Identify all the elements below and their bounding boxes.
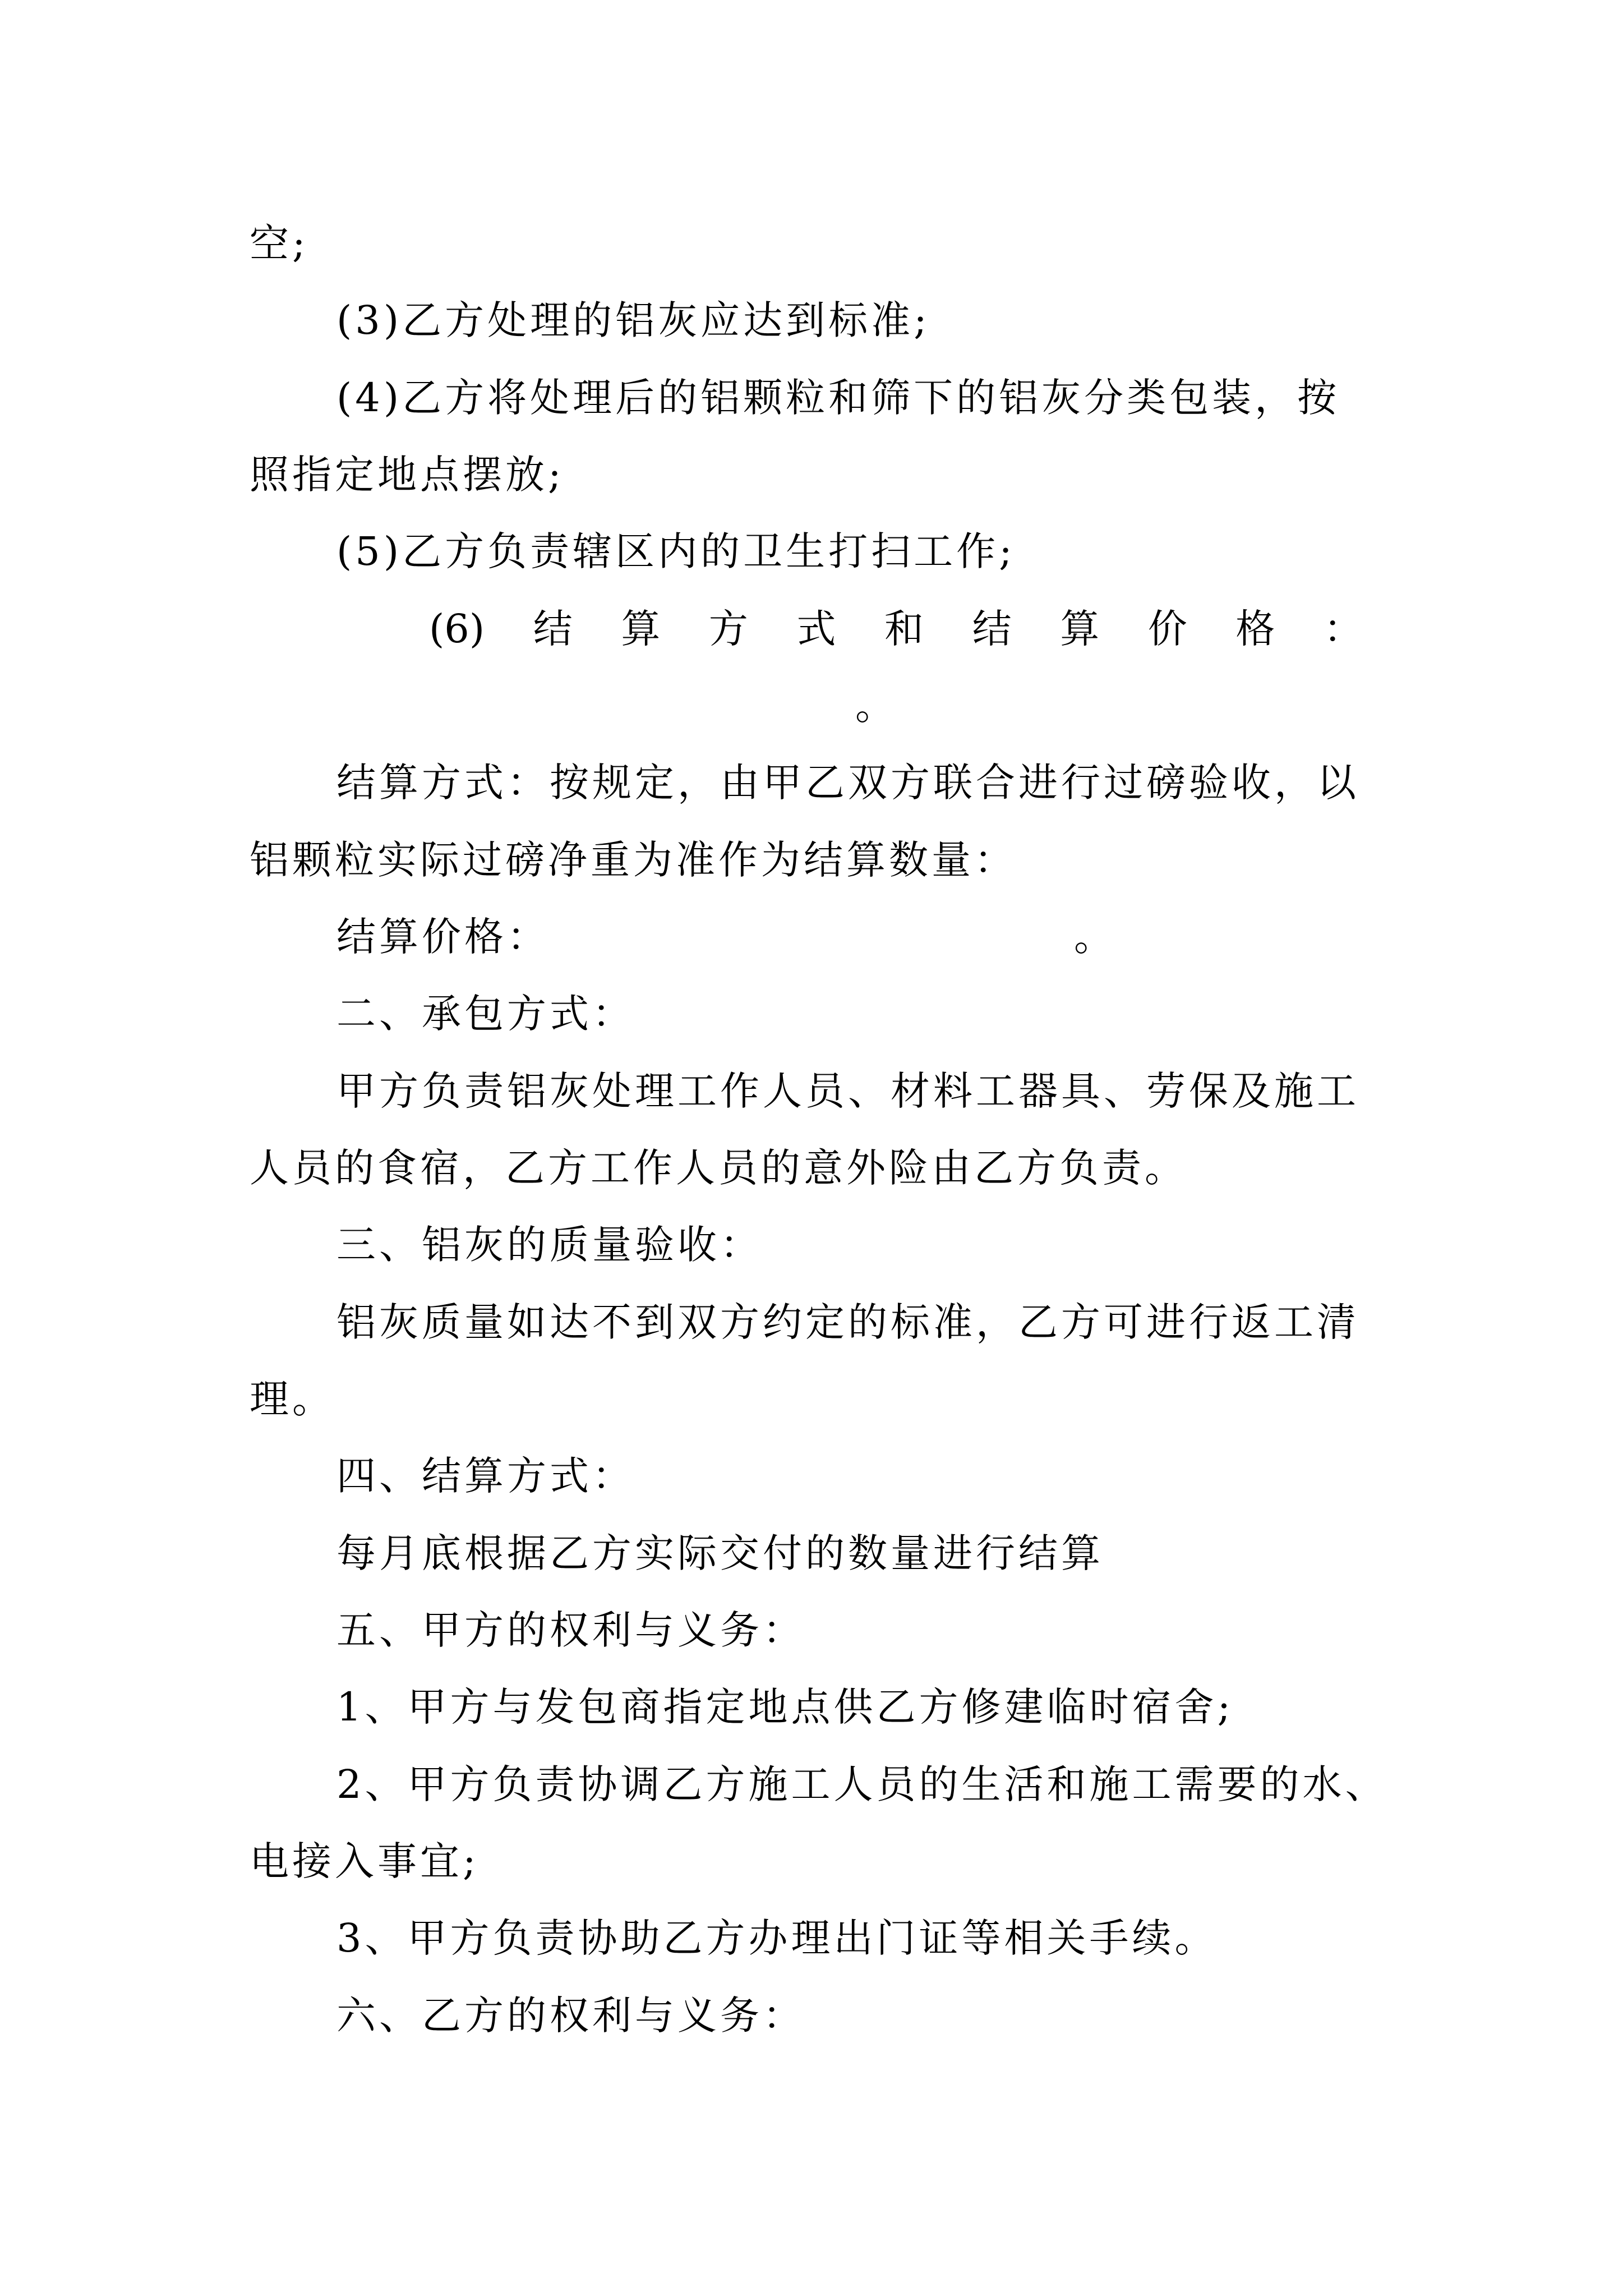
text-line: (5)乙方负责辖区内的卫生打扫工作; (336, 528, 1016, 574)
text-line: 。 (1074, 914, 1117, 960)
spaced-heading-line (429, 601, 1363, 657)
spread-char: 结 (533, 606, 573, 652)
spread-char: (6) (429, 606, 485, 652)
text-line: 结算价格： (336, 914, 550, 960)
text-line: 每月底根据乙方实际交付的数量进行结算 (336, 1530, 1104, 1576)
spread-char: 结 (972, 606, 1012, 652)
text-line: 理。 (250, 1376, 335, 1422)
section-heading: 二、承包方式： (336, 991, 635, 1037)
text-line: 3、甲方负责协助乙方办理出门证等相关手续。 (336, 1915, 1218, 1961)
text-line: 铝颗粒实际过磅净重为准作为结算数量： (250, 837, 1017, 883)
spread-char: 式 (796, 606, 836, 652)
section-heading: 三、铝灰的质量验收： (336, 1222, 763, 1268)
spread-char: 格 (1235, 606, 1275, 652)
text-line: 空; (250, 220, 309, 266)
text-line: 照指定地点摆放; (250, 452, 565, 498)
section-heading: 五、甲方的权利与义务： (336, 1607, 805, 1653)
spread-char: 和 (884, 606, 924, 652)
text-line: 人员的食宿，乙方工作人员的意外险由乙方负责。 (250, 1145, 1187, 1191)
spread-char: 价 (1147, 606, 1187, 652)
text-line: 2、甲方负责协调乙方施工人员的生活和施工需要的水、 (336, 1761, 1388, 1807)
spread-char: ： (1323, 606, 1363, 652)
spread-char: 算 (1060, 606, 1100, 652)
text-line: 1、甲方与发包商指定地点供乙方修建临时宿舍; (336, 1684, 1234, 1730)
text-line: 结算方式：按规定，由甲乙双方联合进行过磅验收，以 (336, 760, 1359, 806)
text-line: 甲方负责铝灰处理工作人员、材料工器具、劳保及施工 (336, 1068, 1359, 1114)
spread-char: 算 (621, 606, 661, 652)
text-line: 。 (855, 683, 898, 729)
text-line: (4)乙方将处理后的铝颗粒和筛下的铝灰分类包装，按 (336, 375, 1340, 421)
text-line: 铝灰质量如达不到双方约定的标准，乙方可进行返工清 (336, 1299, 1359, 1345)
section-heading: 四、结算方式： (336, 1453, 635, 1499)
spread-char: 方 (708, 606, 748, 652)
section-heading: 六、乙方的权利与义务： (336, 1993, 805, 2039)
text-line: 电接入事宜; (250, 1838, 479, 1884)
text-line: (3)乙方处理的铝灰应达到标准; (336, 297, 930, 343)
